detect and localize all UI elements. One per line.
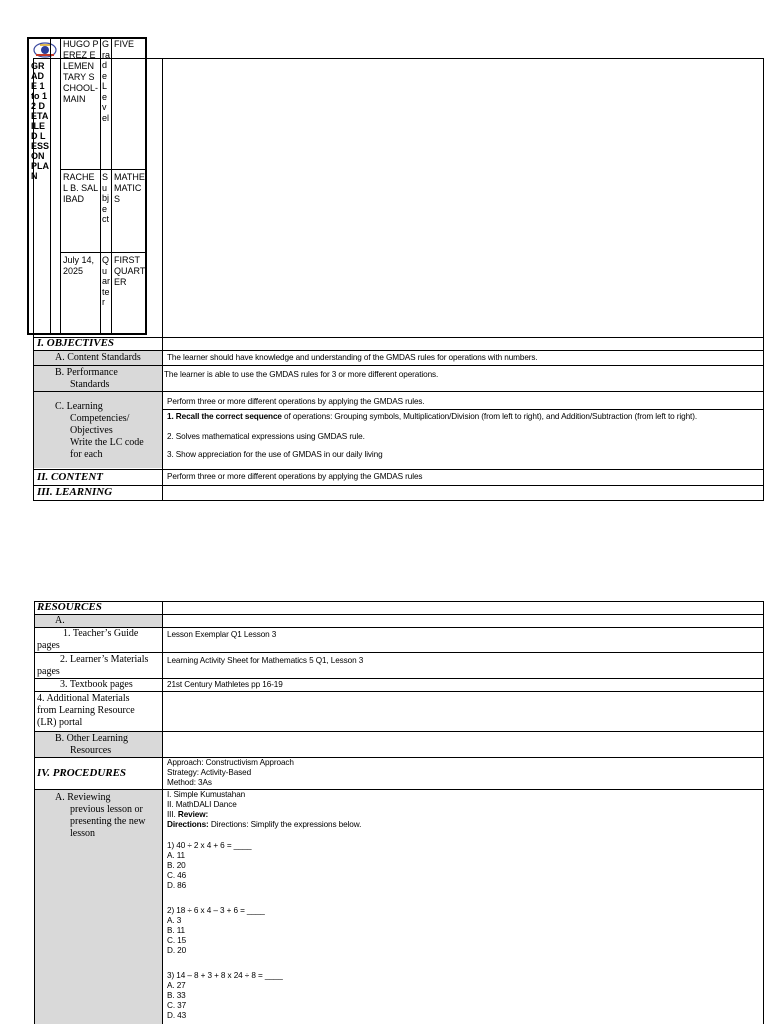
hdr-hline-1 xyxy=(60,169,145,170)
learners-materials-value: Learning Activity Sheet for Mathematics 5 Q1, Lesson 3 xyxy=(167,656,364,665)
hdr-hline-2 xyxy=(60,252,145,253)
q2-option: B. 11 xyxy=(167,926,186,935)
p2-rule-tb xyxy=(34,678,764,679)
q3-option: B. 33 xyxy=(167,991,186,1000)
procedures-heading: IV. PROCEDURES xyxy=(37,767,127,779)
subject-value: MATHEMATICS xyxy=(114,172,145,204)
review-label-4: lesson xyxy=(70,828,95,839)
lc-label-3: Objectives xyxy=(70,425,113,436)
strategy: Strategy: Activity-Based xyxy=(167,768,252,777)
header-table xyxy=(27,37,147,335)
performance-standards-label-1: B. Performance xyxy=(55,367,118,378)
other-resources-label-2: Resources xyxy=(70,745,112,756)
lc-label-4: Write the LC code xyxy=(70,437,144,448)
textbook-label: 3. Textbook pages xyxy=(60,679,133,690)
q3-option: D. 43 xyxy=(167,1011,187,1020)
content-standards-label: A. Content Standards xyxy=(55,352,141,363)
question-2: 2) 18 ÷ 6 x 4 – 3 + 6 = ____ xyxy=(167,906,265,915)
quarter-value: FIRST QUARTER xyxy=(114,255,146,287)
p2-top-border xyxy=(34,601,764,602)
lc-label-1: C. Learning xyxy=(55,401,103,412)
resources-heading: RESOURCES xyxy=(37,601,102,613)
lc-objective-1-rest: of operations: Grouping symbols, Multiplication/Division (from left to right), and Addition/Subtraction (from left to right). xyxy=(281,412,698,421)
p1-rule-c-inner xyxy=(162,409,763,410)
lc-label-2: Competencies/ xyxy=(70,413,130,424)
objectives-heading: I. OBJECTIVES xyxy=(37,337,115,349)
q3-option: A. 27 xyxy=(167,981,186,990)
learners-materials-label-1: 2. Learner’s Materials xyxy=(60,654,149,665)
grade-level-label: Grade Level xyxy=(102,39,111,123)
learning-heading: III. LEARNING xyxy=(37,486,113,498)
q3-option: C. 37 xyxy=(167,1001,187,1010)
lesson-date: July 14, 2025 xyxy=(63,255,95,276)
p1-right-border xyxy=(763,58,764,501)
content-value: Perform three or more different operations by applying the GMDAS rules xyxy=(167,472,423,481)
other-resources-label-1: B. Other Learning xyxy=(55,733,129,744)
hdr-vline-1 xyxy=(50,39,51,333)
content-standards-value: The learner should have knowledge and understanding of the GMDAS rules for operations with numbers. xyxy=(167,353,538,362)
q2-option: C. 15 xyxy=(167,936,187,945)
p1-rule-learning xyxy=(33,485,764,486)
resources-a-label: A. xyxy=(55,615,65,626)
review-line-2: II. MathDALI Dance xyxy=(167,800,237,809)
lc-objective-1-bold: 1. Recall the correct sequence xyxy=(167,412,282,421)
teachers-guide-label-2: pages xyxy=(37,640,60,651)
learners-materials-label-2: pages xyxy=(37,666,60,677)
lc-objective-2: 2. Solves mathematical expressions using GMDAS rule. xyxy=(167,432,365,441)
additional-materials-label-1: 4. Additional Materials xyxy=(37,693,130,704)
dlp-title-vertical: GRADE 1 to 12 DETAILED LESSON PLAN xyxy=(31,61,50,181)
review-line-3-prefix: III. xyxy=(167,810,178,819)
hdr-vline-3 xyxy=(100,39,101,333)
p2-rule-tg xyxy=(34,627,764,628)
lc-intro: Perform three or more different operations by applying the GMDAS rules. xyxy=(167,397,425,406)
p2-right-border xyxy=(763,601,764,1024)
review-label-2: previous lesson or xyxy=(70,804,143,815)
p1-rule-objectives xyxy=(33,337,764,338)
review-label-1: A. Reviewing xyxy=(55,792,111,803)
review-label-3: presenting the new xyxy=(70,816,146,827)
q1-option: C. 46 xyxy=(167,871,187,880)
p1-bottom-border xyxy=(33,500,764,501)
deped-seal-icon xyxy=(30,40,60,58)
teachers-guide-value: Lesson Exemplar Q1 Lesson 3 xyxy=(167,630,277,639)
hdr-vline-2 xyxy=(60,39,61,333)
content-heading: II. CONTENT xyxy=(37,471,104,483)
approach: Approach: Constructivism Approach xyxy=(167,758,294,767)
subject-label: Subject xyxy=(102,172,110,224)
question-1: 1) 40 ÷ 2 x 4 + 6 = ____ xyxy=(167,841,252,850)
performance-standards-label-2: Standards xyxy=(70,379,110,390)
review-line-1: I. Simple Kumustahan xyxy=(167,790,246,799)
performance-standards-value: The learner is able to use the GMDAS rules for 3 or more different operations. xyxy=(164,370,439,379)
q1-option: D. 86 xyxy=(167,881,187,890)
textbook-value: 21st Century Mathletes pp 16-19 xyxy=(167,680,283,689)
q2-option: D. 20 xyxy=(167,946,187,955)
review-line-3-bold: Review: xyxy=(177,810,209,819)
review-directions xyxy=(167,820,361,830)
question-3: 3) 14 – 8 + 3 + 8 x 24 ÷ 8 = ____ xyxy=(167,971,283,980)
review-line-3 xyxy=(167,810,208,820)
p1-rule-content xyxy=(33,469,764,470)
additional-materials-label-3: (LR) portal xyxy=(37,717,83,728)
lc-objective-1 xyxy=(167,412,697,422)
lc-label-5: for each xyxy=(70,449,103,460)
additional-materials-label-2: from Learning Resource xyxy=(37,705,135,716)
q1-option: A. 11 xyxy=(167,851,186,860)
review-directions-bold: Directions: xyxy=(167,820,209,829)
hdr-vline-4 xyxy=(111,39,112,333)
quarter-label: Quarter xyxy=(102,255,111,307)
teacher-name: RACHEL B. SALIBAD xyxy=(63,172,99,204)
q1-option: B. 20 xyxy=(167,861,186,870)
p1-divider xyxy=(162,58,163,501)
p2-rule-am xyxy=(34,691,764,692)
p2-rule-proc xyxy=(34,757,764,758)
p2-rule-lm xyxy=(34,652,764,653)
school-name: HUGO PEREZ ELEMENTARY SCHOOL-MAIN xyxy=(63,39,99,104)
grade-level-value: FIVE xyxy=(114,39,135,49)
q2-option: A. 3 xyxy=(167,916,182,925)
lc-objective-3: 3. Show appreciation for the use of GMDAS in our daily living xyxy=(167,450,383,459)
review-directions-rest: Directions: Simplify the expressions below. xyxy=(208,820,362,829)
teachers-guide-label-1: 1. Teacher’s Guide xyxy=(63,628,139,639)
method: Method: 3As xyxy=(167,778,212,787)
p2-divider xyxy=(162,601,163,1024)
